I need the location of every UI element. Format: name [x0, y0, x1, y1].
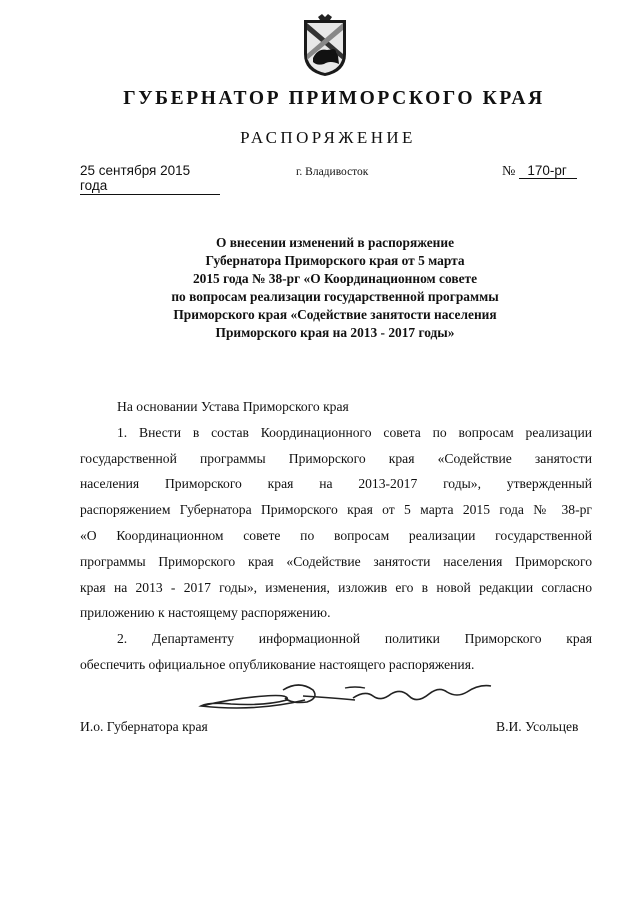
document-number	[502, 163, 582, 180]
handwritten-signature-icon	[195, 676, 495, 722]
document-body	[80, 394, 592, 678]
item2-line: 2. Департаменту информационной политики Приморского края	[117, 631, 592, 647]
item1-line: «О Координационном совете по вопросам реализации государственной	[80, 527, 592, 543]
signatory-position: И.о. Губернатора края	[80, 719, 208, 734]
number-value: 170-рг	[519, 163, 577, 179]
signatory-name: В.И. Усольцев	[496, 719, 579, 734]
subject-line: Приморского края «Содействие занятости населения	[173, 307, 497, 322]
basis-paragraph: На основании Устава Приморского края	[117, 399, 349, 414]
document-city: г. Владивосток	[296, 166, 369, 178]
subject-line: О внесении изменений в распоряжение	[215, 235, 455, 250]
item1-line: приложению к настоящему распоряжению.	[80, 605, 331, 621]
document-type: РАСПОРЯЖЕНИЕ	[240, 128, 416, 147]
item2-line: обеспечить официальное опубликование настоящего распоряжения.	[80, 656, 475, 672]
item1-line: программы Приморского края «Содействие занятости населения Приморского	[80, 553, 592, 569]
issuing-authority: ГУБЕРНАТОР ПРИМОРСКОГО КРАЯ	[123, 88, 545, 109]
item1-line: распоряжением Губернатора Приморского края от 5 марта 2015 года № 38-рг	[80, 502, 592, 518]
subject-line: по вопросам реализации государственной программы	[171, 289, 499, 304]
coat-of-arms-icon	[300, 14, 350, 78]
subject-line: Приморского края на 2013 - 2017 годы»	[215, 325, 455, 340]
item1-line: государственной программы Приморского края «Содействие занятости	[80, 450, 592, 466]
item1-line: края на 2013 - 2017 годы», изменения, изложив его в новой редакции согласно	[80, 579, 592, 595]
document-subject	[100, 234, 570, 342]
subject-line: Губернатора Приморского края от 5 марта	[205, 253, 465, 268]
item1-line: 1. Внести в состав Координационного совета по вопросам реализации	[117, 424, 592, 440]
subject-line: 2015 года № 38-рг «О Координационном совете	[192, 271, 478, 286]
item1-line: населения Приморского края на 2013-2017 годы», утвержденный	[80, 476, 592, 492]
number-sign: №	[502, 164, 516, 179]
document-date: 25 сентября 2015 года	[80, 163, 220, 195]
